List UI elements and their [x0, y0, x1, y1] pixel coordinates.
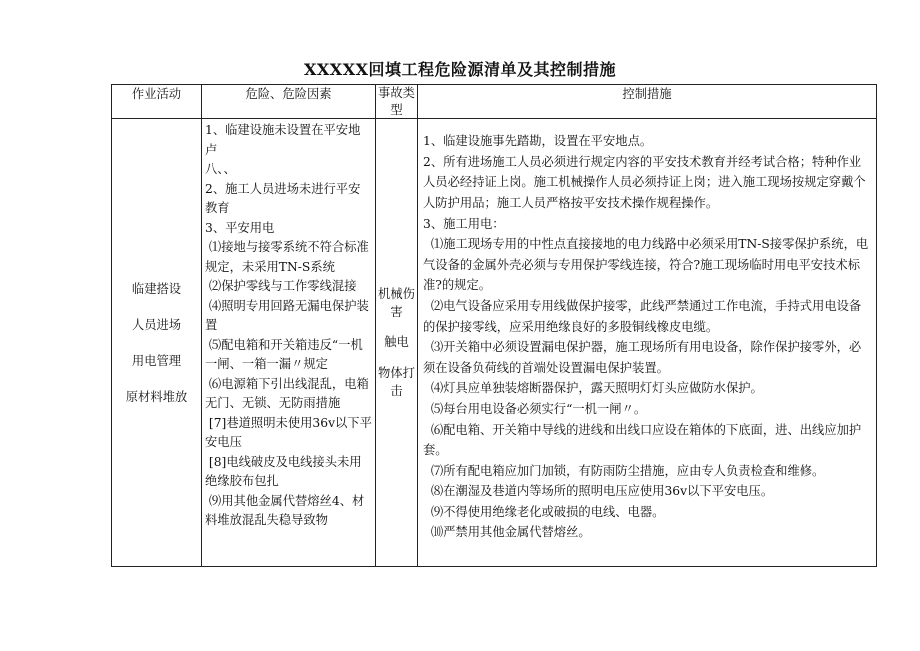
control-item: 2、所有进场施工人员必须进行规定内容的平安技术教育并经考试合格；特种作业人员必经持证上岗。施工机械操作人员必须持证上岗；进入施工现场按规定穿戴个人防护用品；施工人员严格按平安技术操作规程操作。 — [423, 154, 866, 210]
activity-item: 原材料堆放 — [125, 389, 188, 404]
table-header-row — [112, 85, 877, 119]
control-item: ⑴施工现场专用的中性点直接接地的电力线路中必须采用TN-S接零保护系统，电气设备的金属外壳必须与专用保护零线连接，符合?施工现场临时用电平安技术标准?的规定。 — [423, 237, 869, 293]
control-item: ⑻在潮湿及巷道内等场所的照明电压应使用36v以下平安电压。 — [423, 484, 774, 499]
control-cell — [418, 119, 877, 567]
hazard-item: ⑵保护零线与工作零线混接 — [205, 279, 357, 294]
activity-cell — [112, 119, 202, 567]
accident-type-cell — [376, 119, 418, 567]
control-item: ⑷灯具应单独装熔断器保护，露天照明灯灯头应做防水保护。 — [423, 381, 763, 396]
accident-type-item: 触电 — [384, 335, 409, 350]
hazard-item: 3、平安用电 — [205, 220, 275, 235]
control-item: ⑼不得使用绝缘老化或破损的电线、电器。 — [423, 504, 665, 519]
hazard-item: ⑷照明专用回路无漏电保护装置 — [205, 298, 369, 333]
activity-item: 人员进场 — [131, 317, 182, 332]
control-item: ⑵电气设备应采用专用线做保护接零，此线严禁通过工作电流，手持式用电设备的保护接零线，应采用绝缘良好的多股铜线橡皮电缆。 — [423, 298, 862, 334]
control-item: 3、施工用电： — [423, 216, 505, 231]
hazard-item: ⑴接地与接零系统不符合标准规定，未采用TN-S系统 — [205, 240, 369, 274]
hazard-item: ⑸配电箱和开关箱违反“一机一闸、一箱一漏〃规定 — [205, 337, 363, 372]
control-item: ⑺所有配电箱应加门加锁，有防雨防尘措施，应由专人负责检查和维修。 — [423, 463, 825, 478]
hazard-item: 八、、 — [205, 162, 236, 177]
hazard-item: [7]巷道照明未使用36v以下平安电压 — [205, 415, 372, 450]
header-activity: 作业活动 — [112, 85, 202, 119]
hazard-item: ⑼用其他金属代替熔丝4、材料堆放混乱失稳导致物 — [205, 493, 365, 528]
activity-item: 用电管理 — [131, 353, 182, 368]
control-item: ⑽严禁用其他金属代替熔丝。 — [423, 525, 591, 540]
hazard-table — [111, 84, 877, 567]
header-accident-type: 事故类型 — [376, 85, 418, 119]
activity-item: 临建搭设 — [131, 281, 182, 296]
hazard-item: 2、施工人员进场未进行平安教育 — [205, 181, 361, 216]
control-item: ⑹配电箱、开关箱中导线的进线和出线口应设在箱体的下底面，进、出线应加护套。 — [423, 422, 862, 458]
control-item: 1、临建设施事先踏勘，设置在平安地点。 — [423, 134, 653, 149]
hazard-cell — [202, 119, 376, 567]
accident-type-item: 机械伤害 — [378, 286, 415, 320]
table-row — [112, 119, 877, 567]
control-item: ⑶开关箱中必须设置漏电保护器，施工现场所有用电设备，除作保护接零外，必须在设备负荷线的首端处设置漏电保护装置。 — [423, 340, 862, 375]
header-control: 控制措施 — [418, 85, 877, 119]
control-item: ⑸每台用电设备必须实行“一机一闸〃。 — [423, 401, 647, 416]
hazard-item: [8]电线破皮及电线接头未用绝缘胶布包扎 — [205, 454, 362, 489]
hazard-item: 1、临建设施未设置在平安地卢 — [205, 123, 361, 157]
accident-type-item: 物体打击 — [378, 365, 415, 399]
page-title: XXXXX回填工程危险源清单及其控制措施 — [303, 60, 617, 79]
header-hazard: 危险、危险因素 — [202, 85, 376, 119]
hazard-item: ⑹电源箱下引出线混乱，电箱无门、无锁、无防雨措施 — [205, 376, 369, 411]
